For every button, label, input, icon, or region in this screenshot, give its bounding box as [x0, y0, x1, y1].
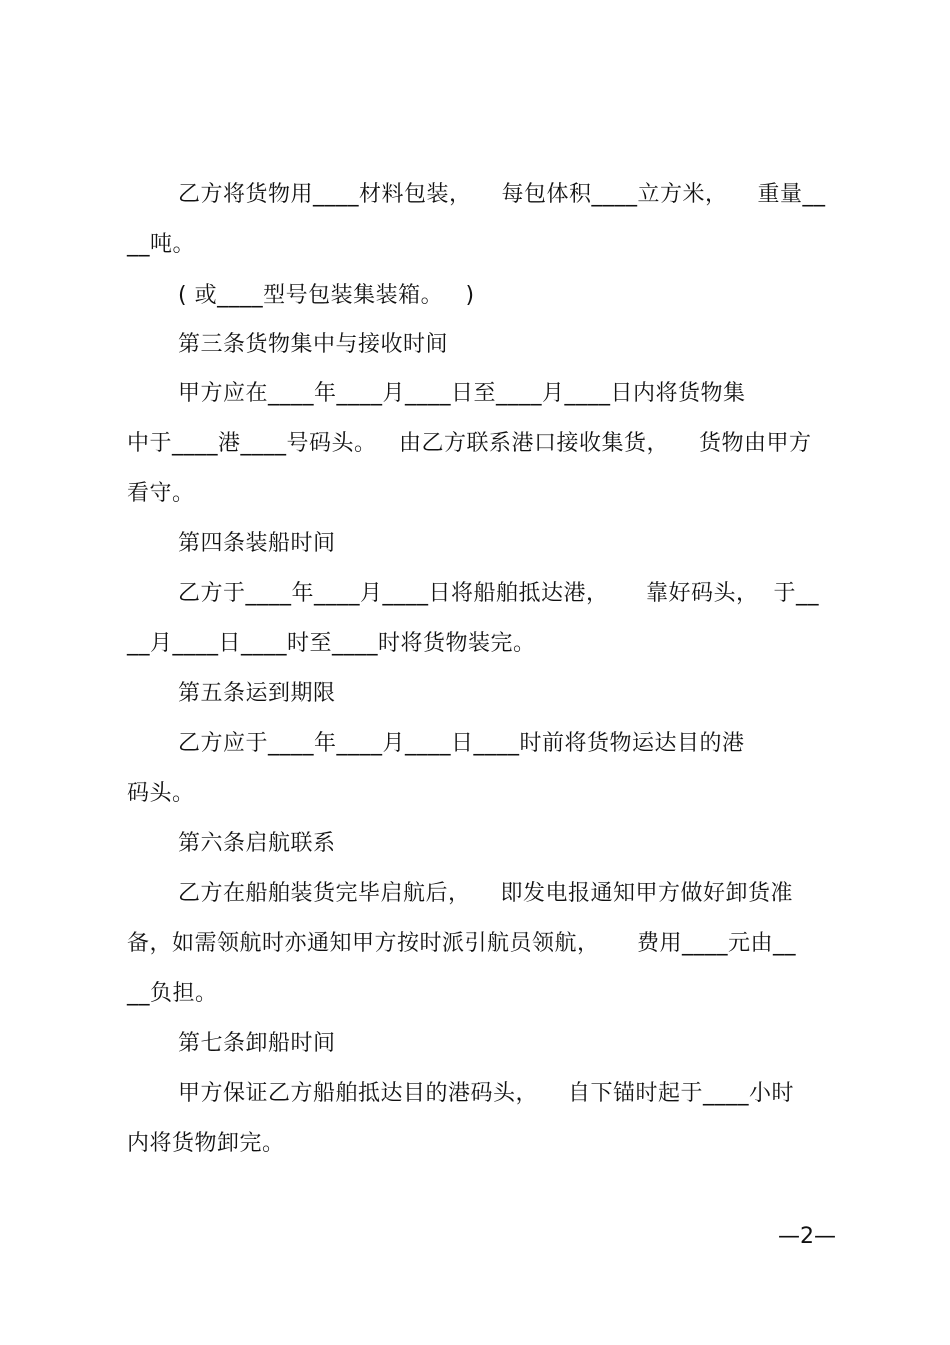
- section-heading: 第四条装船时间: [178, 531, 336, 556]
- section-heading: 第三条货物集中与接收时间: [178, 332, 449, 357]
- text-line: ( 或____型号包装集装箱。 ): [178, 283, 475, 308]
- text-line: 看守。: [127, 481, 195, 506]
- section-heading: 第五条运到期限: [178, 681, 336, 706]
- text-line: __月____日____时至____时将货物装完。: [127, 631, 536, 656]
- text-line: 中于____港____号码头。 由乙方联系港口接收集货， 货物由甲方: [127, 431, 812, 456]
- text-line: 乙方在船舶装货完毕启航后， 即发电报通知甲方做好卸货准: [178, 881, 793, 906]
- text-line: 甲方保证乙方船舶抵达目的港码头， 自下锚时起于____小时: [178, 1081, 794, 1106]
- text-line: __负担。: [127, 981, 218, 1006]
- text-line: 乙方将货物用____材料包装， 每包体积____立方米， 重量__: [178, 182, 826, 207]
- text-line: 码头。: [127, 781, 195, 806]
- section-heading: 第六条启航联系: [178, 831, 336, 856]
- text-line: 乙方应于____年____月____日____时前将货物运达目的港: [178, 731, 745, 756]
- text-line: 乙方于____年____月____日将船舶抵达港， 靠好码头， 于__: [178, 581, 819, 606]
- text-line: 甲方应在____年____月____日至____月____日内将货物集: [178, 381, 746, 406]
- text-line: 内将货物卸完。: [127, 1131, 285, 1156]
- page-number: —2—: [778, 1224, 836, 1249]
- section-heading: 第七条卸船时间: [178, 1031, 336, 1056]
- text-line: __吨。: [127, 232, 196, 257]
- text-line: 备，如需领航时亦通知甲方按时派引航员领航， 费用____元由__: [127, 931, 796, 956]
